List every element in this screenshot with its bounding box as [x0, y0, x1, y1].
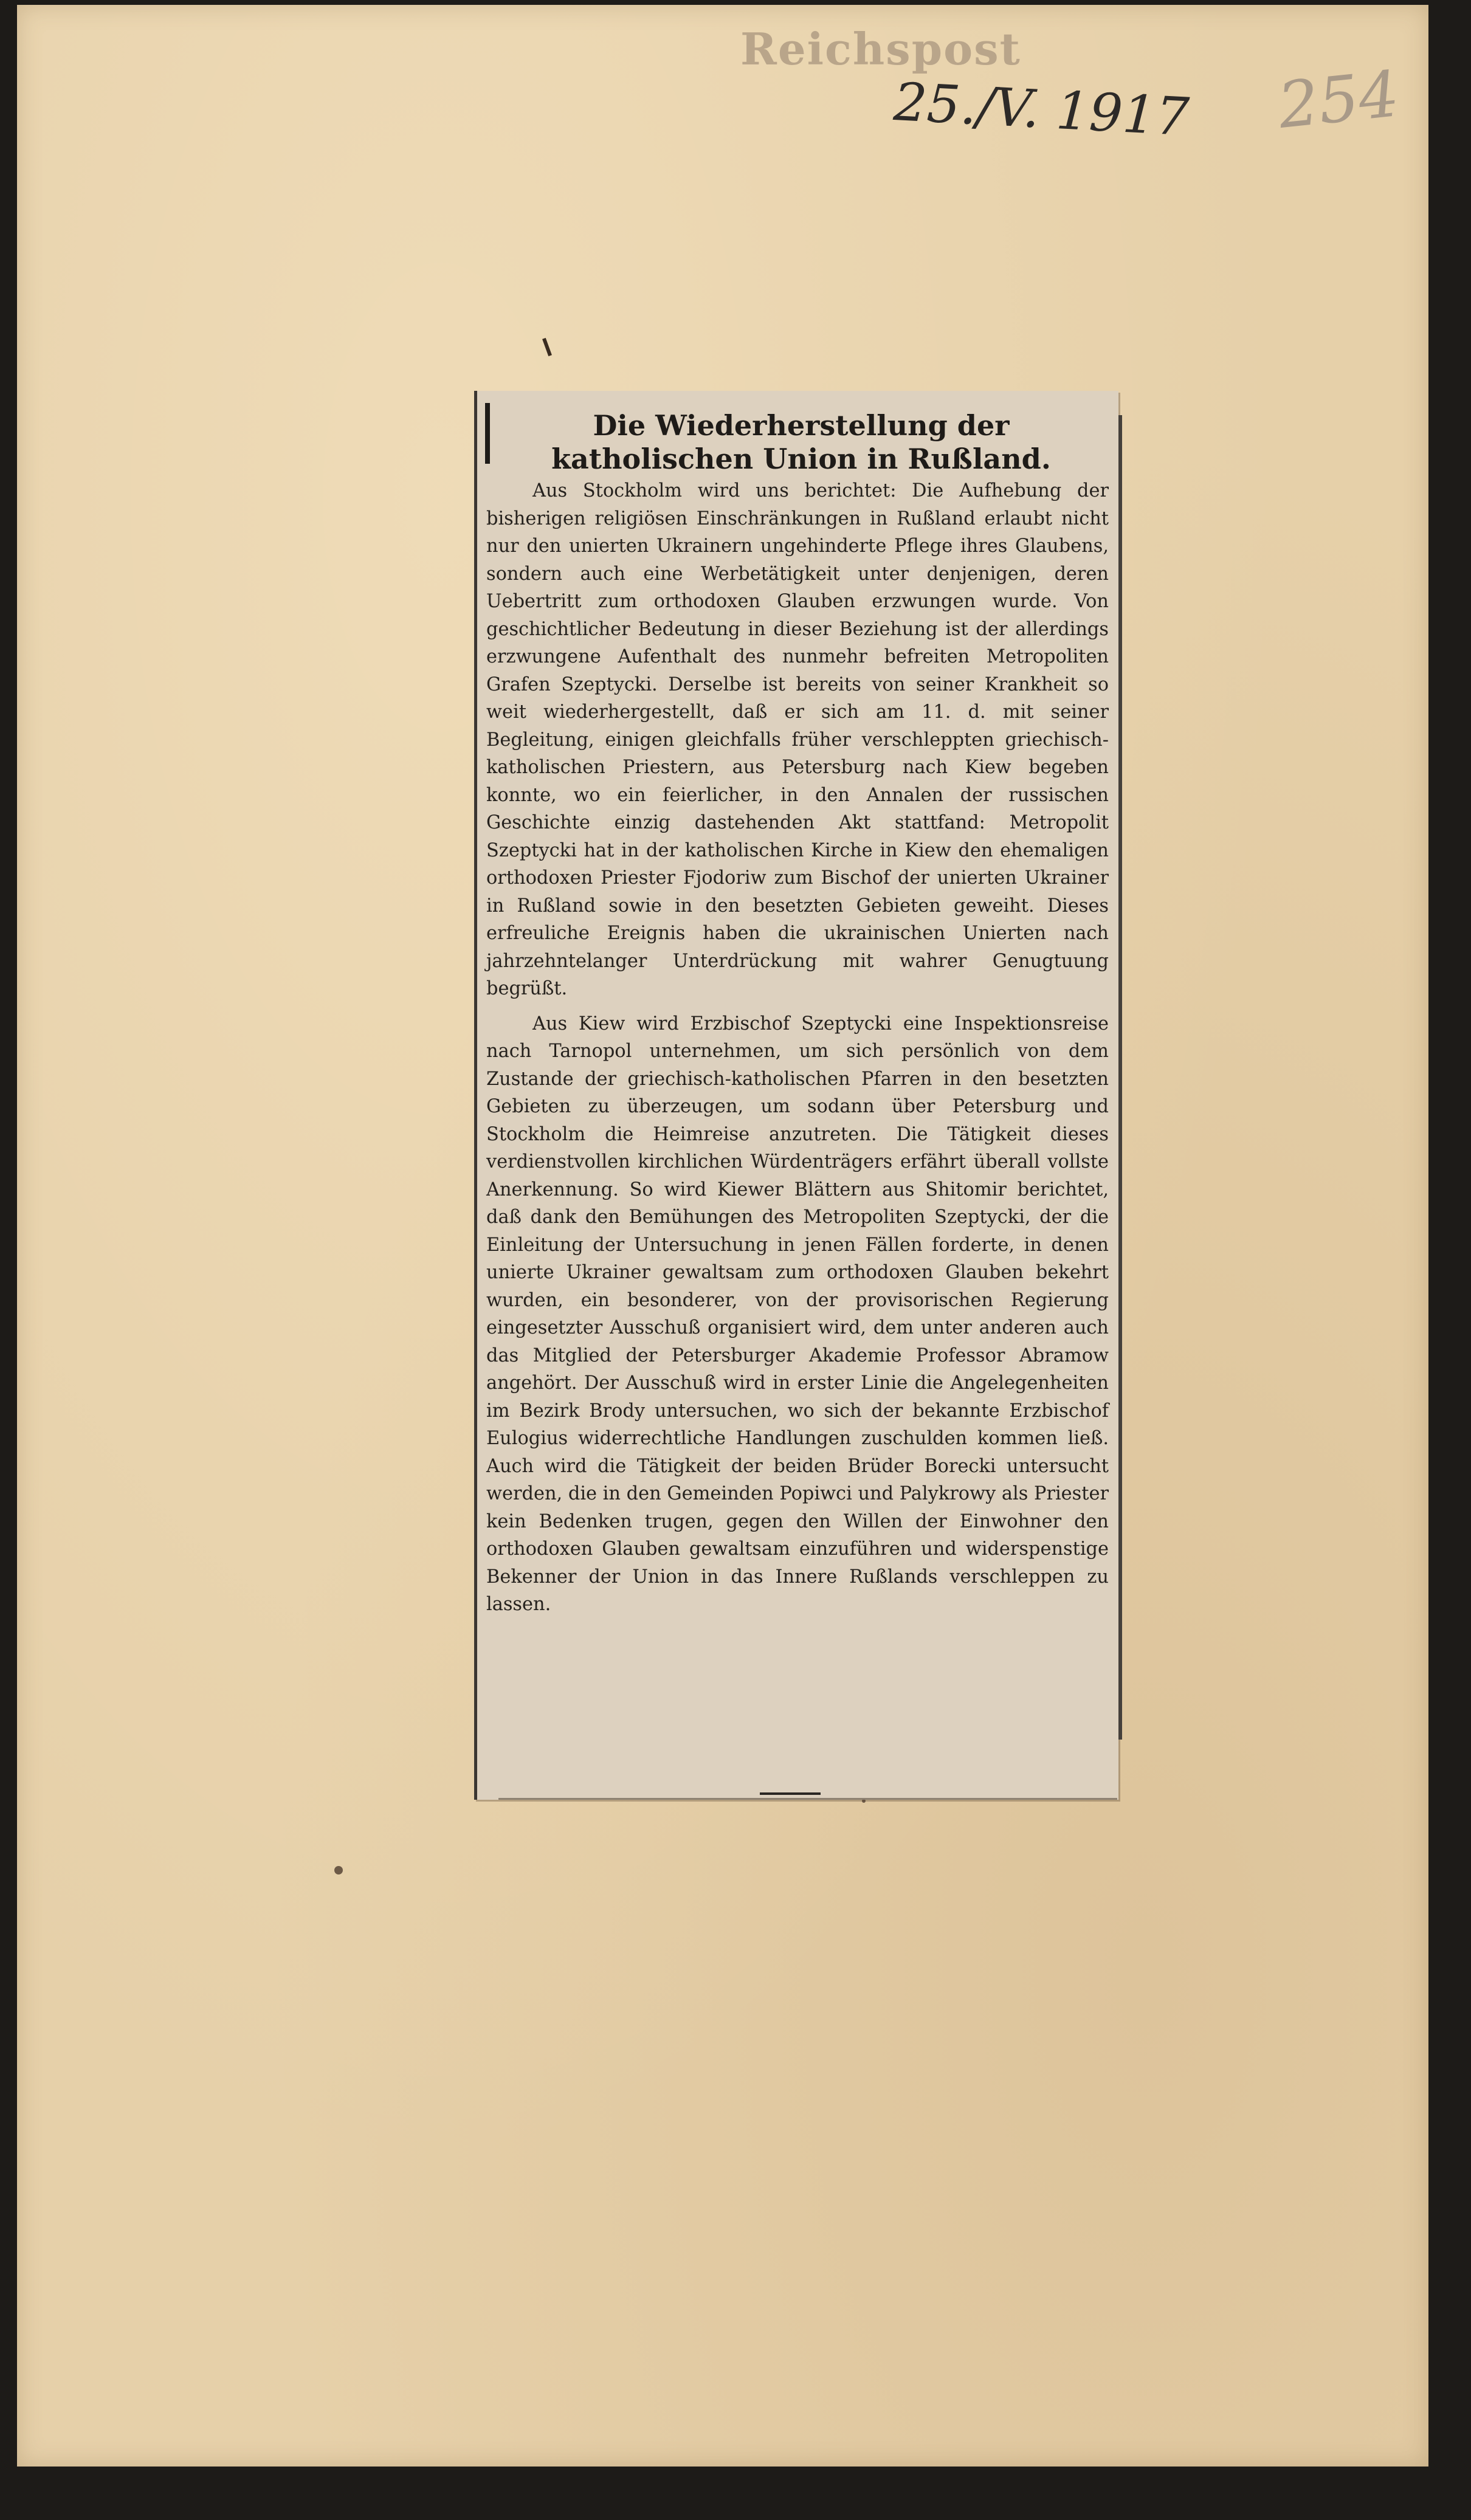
- article-paragraph: Aus Kiew wird Erzbischof Szeptycki eine Inspektionsreise nach Tarnopol unternehmen, um sich persönlich von dem Zustande der griechisch-katholischen Pfarren in den besetzten Gebieten zu überzeugen, um sodann über Petersburg und Stockholm die Heimreise anzutreten. Die Tätigkeit dieses verdienstvollen kirchlichen Würdenträgers erfährt überall vollste Anerkennung. So wird Kiewer Blättern aus Shitomir berichtet, daß dank den Bemühungen des Metropoliten Szeptycki, der die Einleitung der Untersuchung in jenen Fällen forderte, in denen unierte Ukrainer gewaltsam zum orthodoxen Glauben bekehrt wurden, ein besonderer, von der provisorischen Regierung eingesetzter Ausschuß organisiert wird, dem unter anderen auch das Mitglied der Petersburger Akademie Professor Abramow angehört. Der Ausschuß wird in erster Linie die Angelegenheiten im Bezirk Brody untersuchen, wo sich der bekannte Erzbischof Eulogius widerrechtliche Handlungen zuschulden kommen ließ. Auch wird die Tätigkeit der beiden Brüder Borecki untersucht werden, die in den Gemeinden Popiwci und Palykrowy als Priester kein Bedenken trugen, gegen den Willen der Einwohner den orthodoxen Glauben gewaltsam einzuführen und widerspenstige Bekenner der Union in das Innere Rußlands verschleppen zu lassen.: [486, 1013, 1109, 1615]
- clipping-edge: [1118, 415, 1122, 1740]
- handwritten-page-number: 254: [1275, 56, 1403, 143]
- end-rule: [760, 1792, 821, 1795]
- handwritten-date: 25./V. 1917: [892, 72, 1191, 148]
- clipping-edge: [498, 1798, 1117, 1800]
- article-paragraph: Aus Stockholm wird uns berichtet: Die Aufhebung der bisherigen religiösen Einschränkungen in Rußland erlaubt nicht nur den unierten Ukrainern ungehinderte Pflege ihres Glaubens, sondern auch eine Werbetätigkeit unter denjenigen, deren Uebertritt zum orthodoxen Glauben erzwungen wurde. Von geschichtlicher Bedeutung in dieser Beziehung ist der allerdings erzwungene Aufenthalt des nunmehr befreiten Metropoliten Grafen Szeptycki. Derselbe ist bereits von seiner Krankheit so weit wiederhergestellt, daß er sich am 11. d. mit seiner Begleitung, einigen gleichfalls früher verschleppten griechisch-katholischen Priestern, aus Petersburg nach Kiew begeben konnte, wo ein feierlicher, in den Annalen der russischen Geschichte einzig dastehenden Akt stattfand: Metropolit Szeptycki hat in der katholischen Kirche in Kiew den ehemaligen orthodoxen Priester Fjodoriw zum Bischof der unierten Ukrainer in Rußland sowie in den besetzten Gebieten geweiht. Dieses erfreuliche Ereignis haben die ukrainischen Unierten nach jahrzehntelanger Unterdrückung mit wahrer Genugtuung begrüßt.: [486, 480, 1109, 999]
- headline-bar: [485, 403, 490, 464]
- newspaper-stamp: Reichspost: [740, 23, 1021, 75]
- newspaper-clipping: [474, 391, 1118, 1800]
- article-headline: Die Wiederherstellung der katholischen Union in Rußland.: [551, 409, 1051, 475]
- archive-sheet: [17, 5, 1428, 2467]
- article-body: [486, 477, 1109, 1619]
- paper-speck: [334, 1866, 343, 1875]
- pencil-mark: [542, 338, 552, 356]
- clipping-edge: [474, 391, 477, 1800]
